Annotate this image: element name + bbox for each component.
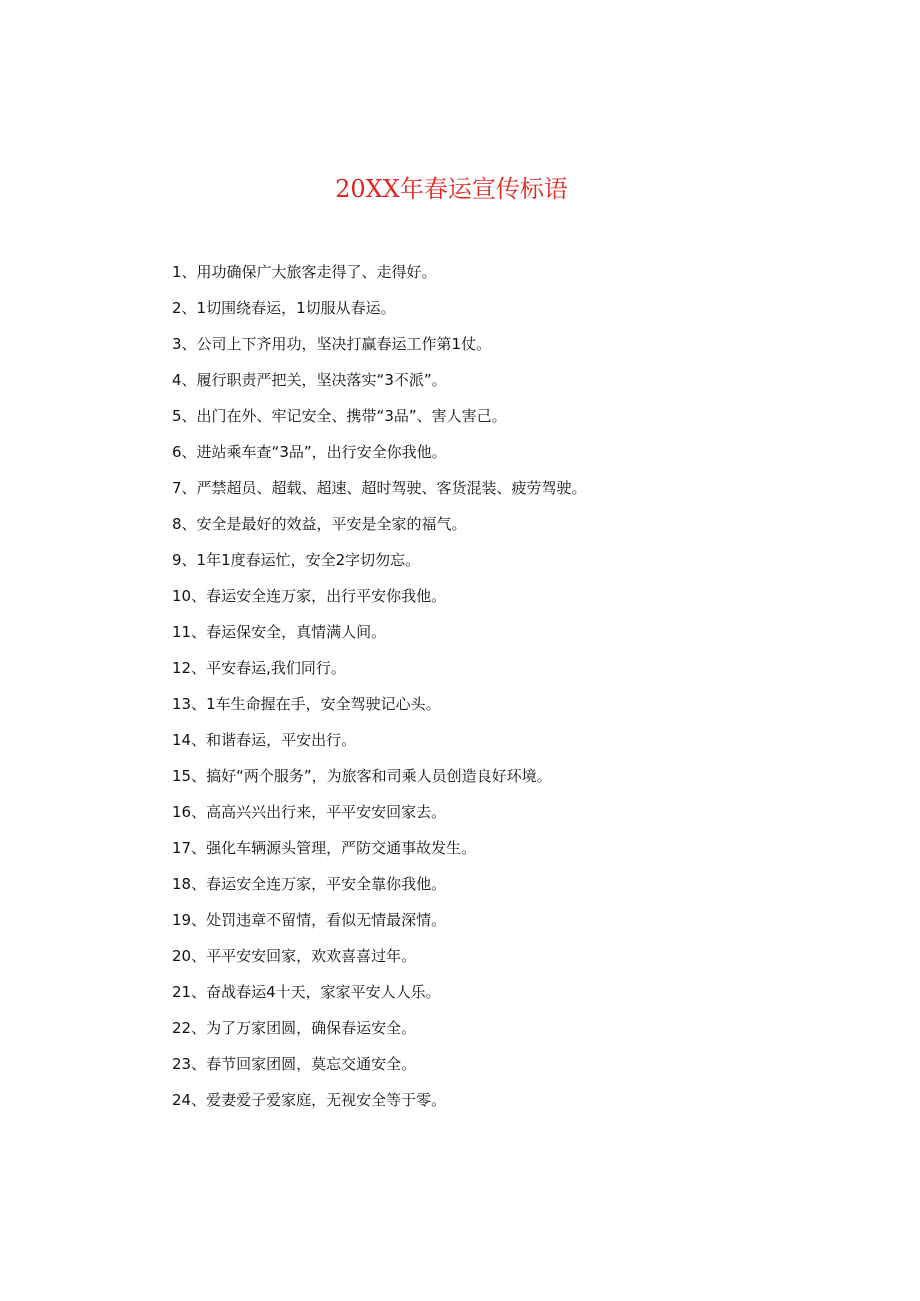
list-item: 8、安全是最好的效益，平安是全家的福气。 — [172, 515, 467, 533]
list-item: 3、公司上下齐用功，坚决打赢春运工作第1仗。 — [172, 335, 492, 353]
list-item: 19、处罚违章不留情，看似无情最深情。 — [172, 911, 447, 929]
list-item: 6、进站乘车查“3品”，出行安全你我他。 — [172, 443, 447, 461]
list-item: 4、履行职责严把关，坚决落实“3不派”。 — [172, 371, 447, 389]
list-item: 20、平平安安回家，欢欢喜喜过年。 — [172, 947, 417, 965]
list-item: 5、出门在外、牢记安全、携带“3品”、害人害己。 — [172, 407, 507, 425]
list-item: 21、奋战春运4十天，家家平安人人乐。 — [172, 983, 441, 1001]
list-item: 13、1车生命握在手，安全驾驶记心头。 — [172, 695, 441, 713]
list-item: 16、高高兴兴出行来，平平安安回家去。 — [172, 803, 447, 821]
list-item: 9、1年1度春运忙，安全2字切勿忘。 — [172, 551, 421, 569]
list-item: 11、春运保安全，真情满人间。 — [172, 623, 387, 641]
list-item: 1、用功确保广大旅客走得了、走得好。 — [172, 263, 437, 281]
list-item: 23、春节回家团圆，莫忘交通安全。 — [172, 1055, 417, 1073]
list-item: 10、春运安全连万家，出行平安你我他。 — [172, 587, 447, 605]
list-item: 24、爱妻爱子爱家庭，无视安全等于零。 — [172, 1091, 447, 1109]
list-item: 15、搞好“两个服务”，为旅客和司乘人员创造良好环境。 — [172, 767, 552, 785]
list-item: 7、严禁超员、超载、超速、超时驾驶、客货混装、疲劳驾驶。 — [172, 479, 587, 497]
list-item: 18、春运安全连万家，平安全靠你我他。 — [172, 875, 447, 893]
list-item: 12、平安春运,我们同行。 — [172, 659, 346, 677]
list-item: 2、1切围绕春运，1切服从春运。 — [172, 299, 396, 317]
document-title: 20XX年春运宣传标语 — [335, 175, 568, 203]
list-item: 22、为了万家团圆，确保春运安全。 — [172, 1019, 417, 1037]
list-item: 14、和谐春运，平安出行。 — [172, 731, 357, 749]
list-item: 17、强化车辆源头管理，严防交通事故发生。 — [172, 839, 477, 857]
slogan-list — [172, 258, 852, 1122]
